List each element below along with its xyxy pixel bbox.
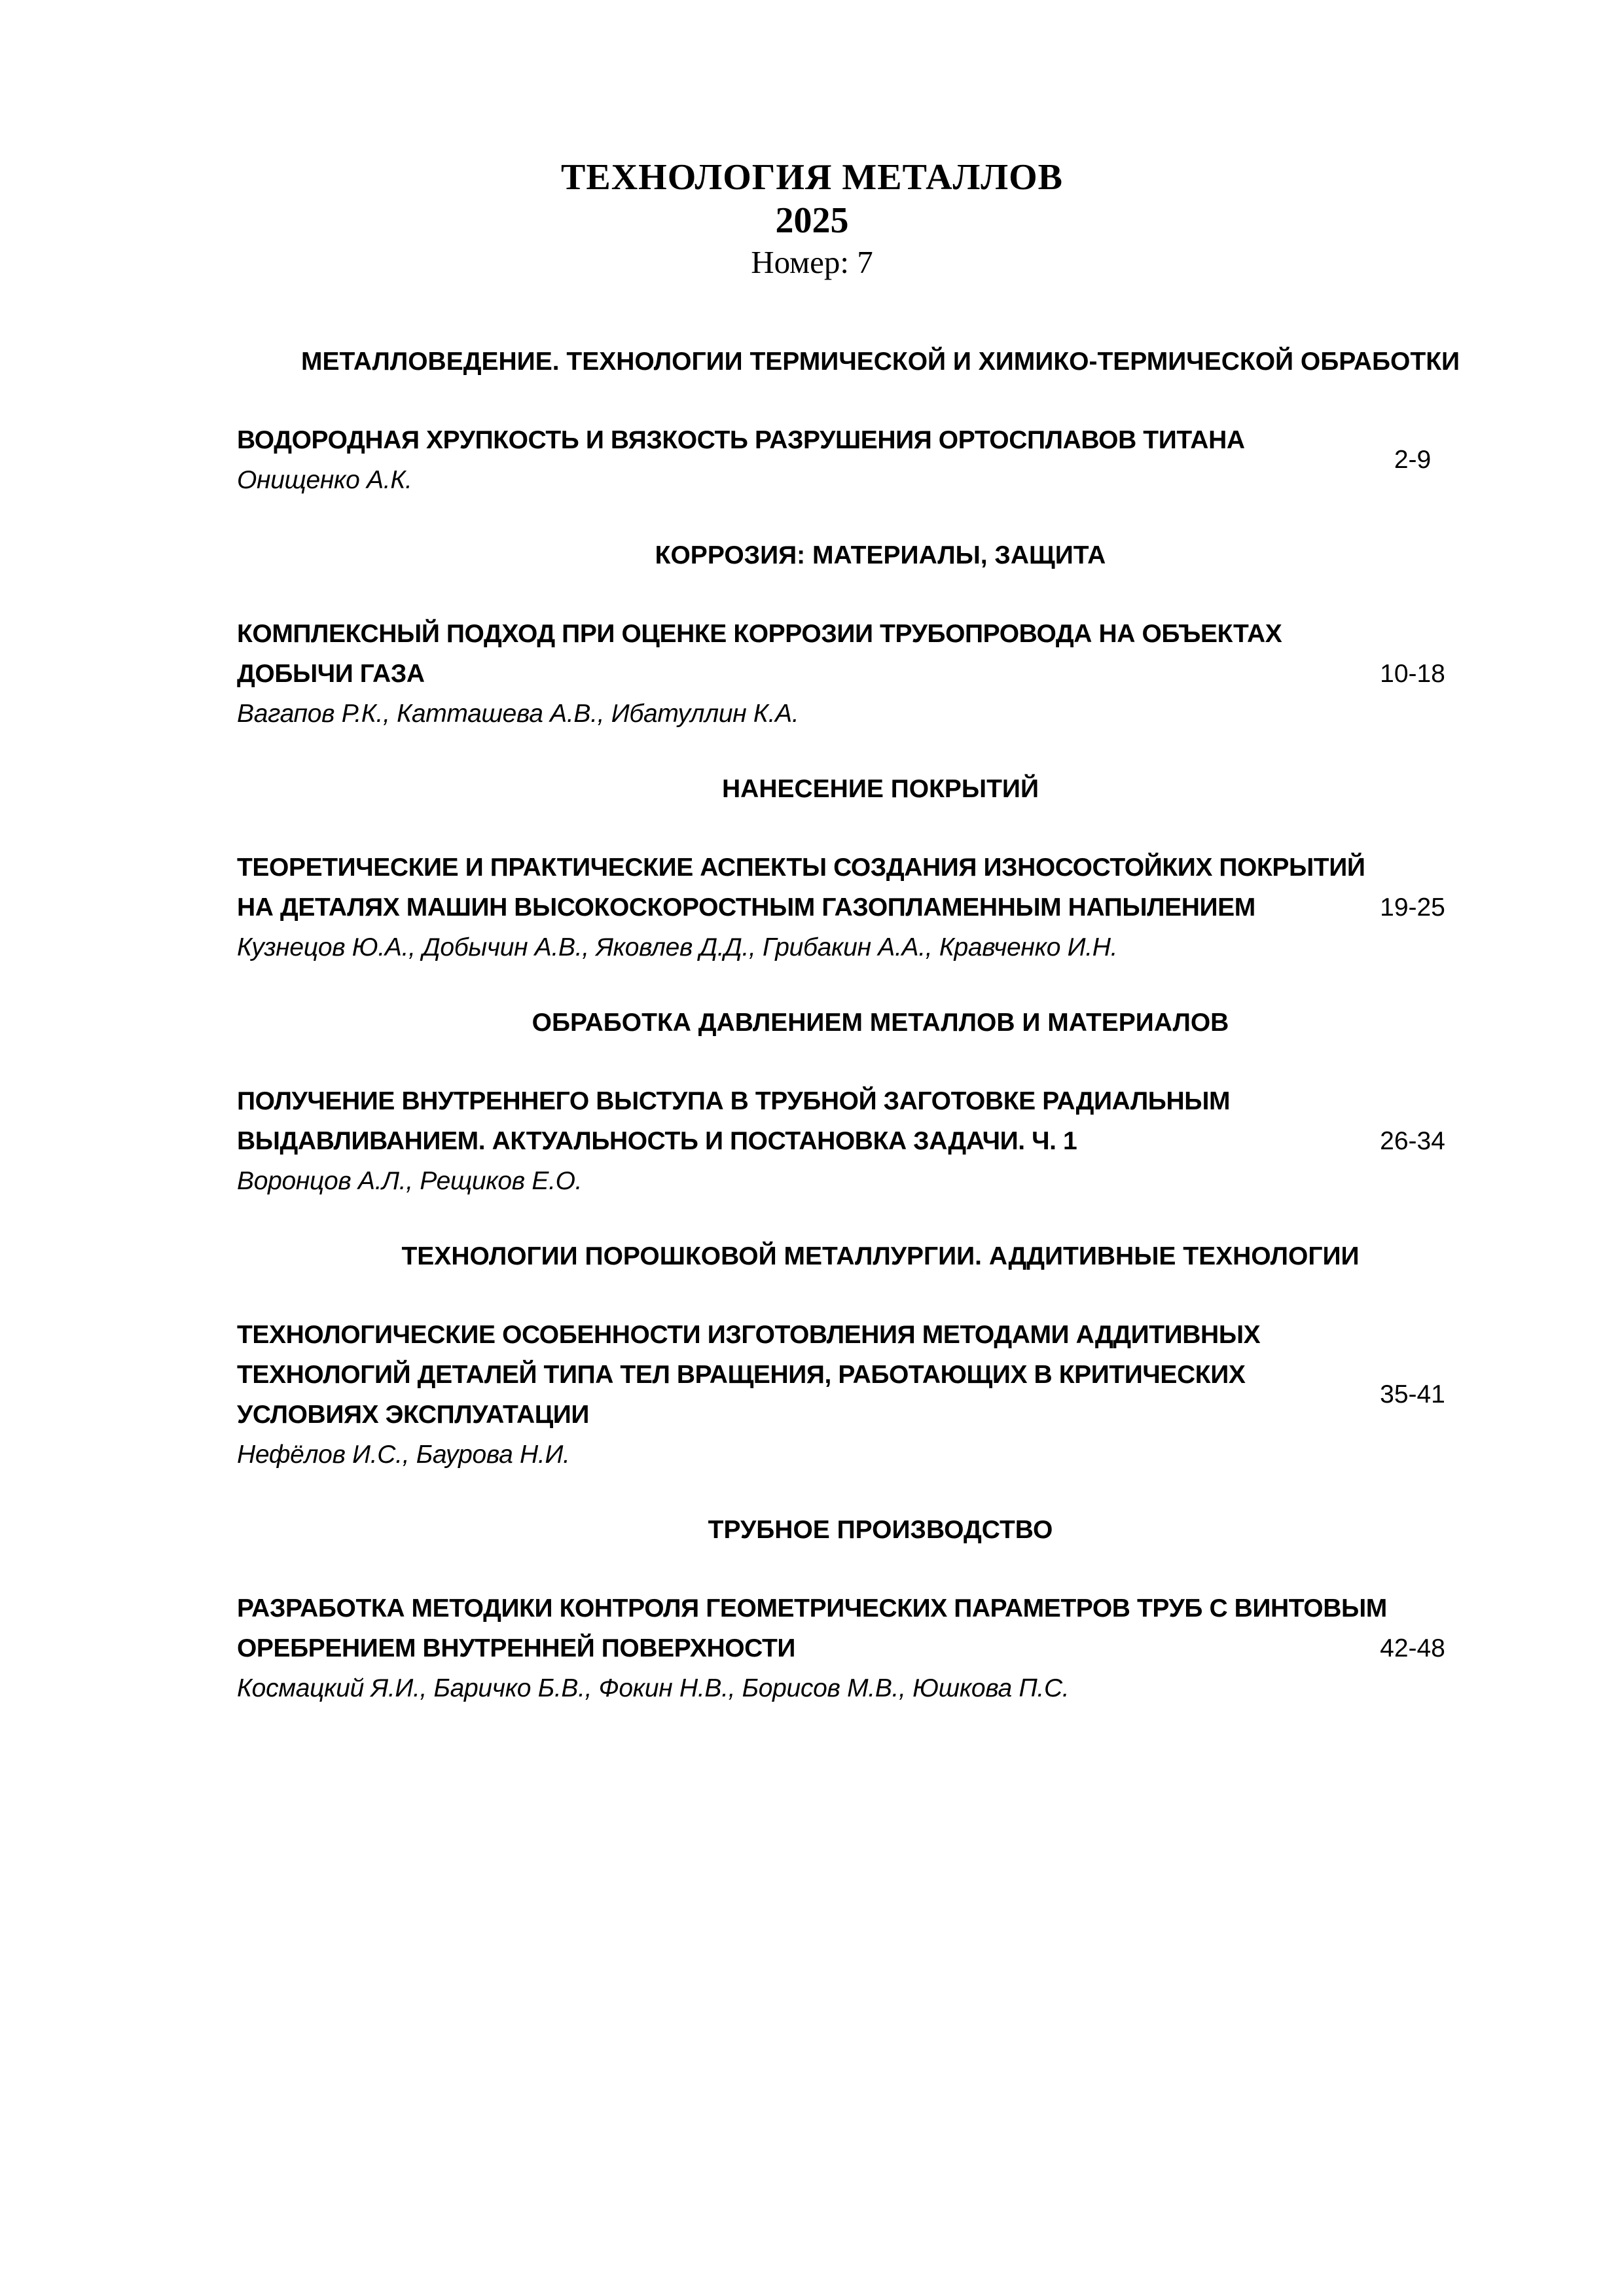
article-authors: Космацкий Я.И., Баричко Б.В., Фокин Н.В., Борисов М.В., Юшкова П.С. (237, 1674, 1070, 1702)
article-entry[interactable] (237, 1315, 1471, 1475)
toc-section (237, 346, 1471, 500)
article-title[interactable]: КОМПЛЕКСНЫЙ ПОДХОД ПРИ ОЦЕНКЕ КОРРОЗИИ ТРУБОПРОВОДА НА ОБЪЕКТАХ ДОБЫЧИ ГАЗА (237, 620, 1282, 688)
table-of-contents (237, 346, 1471, 1748)
section-heading: МЕТАЛЛОВЕДЕНИЕ. ТЕХНОЛОГИИ ТЕРМИЧЕСКОЙ И ХИМИКО-ТЕРМИЧЕСКОЙ ОБРАБОТКИ (300, 348, 1460, 376)
section-heading: НАНЕСЕНИЕ ПОКРЫТИЙ (722, 775, 1039, 803)
article-authors: Кузнецов Ю.А., Добычин А.В., Яковлев Д.Д., Грибакин А.А., Кравченко И.Н. (237, 933, 1118, 961)
toc-section (237, 1240, 1471, 1475)
article-title[interactable]: ТЕОРЕТИЧЕСКИЕ И ПРАКТИЧЕСКИЕ АСПЕКТЫ СОЗДАНИЯ ИЗНОСОСТОЙКИХ ПОКРЫТИЙ НА ДЕТАЛЯХ МАШИН ВЫСОКОСКОРОСТНЫМ ГАЗОПЛАМЕННЫМ НАПЫЛЕНИЕМ (237, 853, 1365, 922)
article-pages: 35-41 (1380, 1380, 1445, 1408)
journal-title: ТЕХНОЛОГИЯ МЕТАЛЛОВ (561, 157, 1063, 198)
toc-section (237, 1007, 1471, 1201)
issue-line (0, 242, 1624, 283)
article-pages: 10-18 (1380, 659, 1445, 688)
issue-label: Номер: (751, 244, 850, 280)
article-authors: Нефёлов И.С., Баурова Н.И. (237, 1441, 570, 1469)
journal-year: 2025 (775, 200, 849, 241)
article-pages: 19-25 (1380, 893, 1445, 922)
article-entry[interactable] (237, 420, 1471, 500)
section-heading: ТРУБНОЕ ПРОИЗВОДСТВО (708, 1516, 1053, 1544)
article-entry[interactable] (237, 848, 1471, 967)
article-entry[interactable] (237, 1081, 1471, 1201)
article-entry[interactable] (237, 614, 1471, 734)
article-pages: 42-48 (1380, 1634, 1445, 1662)
masthead (0, 156, 1624, 283)
article-title[interactable]: ТЕХНОЛОГИЧЕСКИЕ ОСОБЕННОСТИ ИЗГОТОВЛЕНИЯ МЕТОДАМИ АДДИТИВНЫХ ТЕХНОЛОГИЙ ДЕТАЛЕЙ ТИПА ТЕЛ ВРАЩЕНИЯ, РАБОТАЮЩИХ В КРИТИЧЕСКИХ УСЛОВИЯХ ЭКСПЛУАТАЦИИ (237, 1321, 1261, 1429)
section-heading: ТЕХНОЛОГИИ ПОРОШКОВОЙ МЕТАЛЛУРГИИ. АДДИТИВНЫЕ ТЕХНОЛОГИИ (401, 1242, 1360, 1270)
article-authors: Онищенко А.К. (237, 466, 412, 494)
toc-section (237, 1514, 1471, 1708)
toc-section (237, 539, 1471, 734)
issue-number: 7 (857, 244, 873, 280)
article-pages: 2-9 (1394, 446, 1432, 474)
article-entry[interactable] (237, 1588, 1471, 1708)
article-title[interactable]: РАЗРАБОТКА МЕТОДИКИ КОНТРОЛЯ ГЕОМЕТРИЧЕСКИХ ПАРАМЕТРОВ ТРУБ С ВИНТОВЫМ ОРЕБРЕНИЕМ ВНУТРЕННЕЙ ПОВЕРХНОСТИ (237, 1594, 1387, 1662)
article-title[interactable]: ПОЛУЧЕНИЕ ВНУТРЕННЕГО ВЫСТУПА В ТРУБНОЙ ЗАГОТОВКЕ РАДИАЛЬНЫМ ВЫДАВЛИВАНИЕМ. АКТУАЛЬНОСТЬ И ПОСТАНОВКА ЗАДАЧИ. Ч. 1 (237, 1087, 1231, 1155)
article-pages: 26-34 (1380, 1126, 1445, 1155)
section-heading: ОБРАБОТКА ДАВЛЕНИЕМ МЕТАЛЛОВ И МАТЕРИАЛОВ (532, 1009, 1229, 1037)
article-authors: Вагапов Р.К., Катташева А.В., Ибатуллин К.А. (237, 700, 799, 728)
section-heading: КОРРОЗИЯ: МАТЕРИАЛЫ, ЗАЩИТА (655, 541, 1106, 569)
toc-section (237, 773, 1471, 967)
article-authors: Воронцов А.Л., Рещиков Е.О. (237, 1167, 583, 1195)
article-title[interactable]: ВОДОРОДНАЯ ХРУПКОСТЬ И ВЯЗКОСТЬ РАЗРУШЕНИЯ ОРТОСПЛАВОВ ТИТАНА (237, 426, 1245, 454)
